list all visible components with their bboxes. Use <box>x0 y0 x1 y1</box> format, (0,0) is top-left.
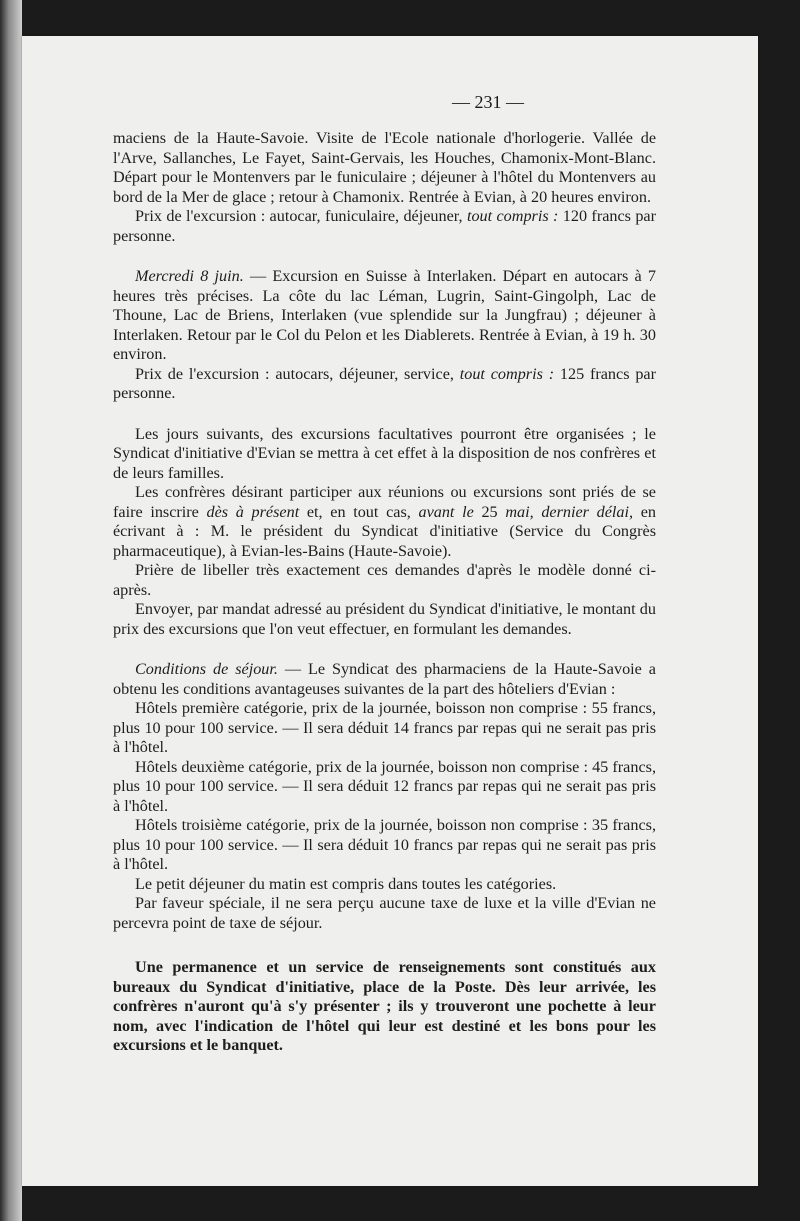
paragraph-tax: Par faveur spéciale, il ne sera perçu aucune taxe de luxe et la ville d'Evian ne percevra point de taxe de séjour. <box>113 894 656 932</box>
paragraph-hotel-first-class: Hôtels première catégorie, prix de la journée, boisson non comprise : 55 francs, plus 10 pour 100 service. — Il sera déduit 14 francs par repas qui ne serait pas pris à l'hôtel. <box>113 699 656 756</box>
document-page <box>22 36 758 1186</box>
paragraph-hotel-second-class: Hôtels deuxième catégorie, prix de la journée, boisson non comprise : 45 francs, plus 10 pour 100 service. — Il sera déduit 12 francs par repas qui ne serait pas pris à l'hôtel. <box>113 757 656 815</box>
page-number: — 231 — <box>452 92 524 112</box>
paragraph-stay-conditions: Conditions de séjour. — Le Syndicat des pharmaciens de la Haute-Savoie a obtenu les conditions avantageuses suivantes de la part des hôteliers d'Evian : <box>113 660 656 698</box>
paragraph-registration: Les confrères désirant participer aux réunions ou excursions sont priés de se faire inscrire dès à présent et, en tout cas, avant le 25 mai, dernier délai, en écrivant à : M. le président du Syndicat d'initiative (Service du Congrès pharmaceutique), à Evian-les-Bains (Haute-Savoie). <box>113 483 657 560</box>
paragraph-format-request: Prière de libeller très exactement ces demandes d'après le modèle donné ci-après. <box>113 561 656 599</box>
paragraph-following-days: Les jours suivants, des excursions facultatives pourront être organisées ; le Syndicat d'initiative d'Evian se mettra à cet effet à la disposition de nos confrères et de leurs familles. <box>113 424 656 482</box>
paragraph-hotel-third-class: Hôtels troisième catégorie, prix de la journée, boisson non comprise : 35 francs, plus 10 pour 100 service. — Il sera déduit 10 francs par repas qui ne serait pas pris à l'hôtel. <box>113 816 656 873</box>
paragraph-breakfast: Le petit déjeuner du matin est compris dans toutes les catégories. <box>135 874 557 893</box>
paragraph-price-2: Prix de l'excursion : autocars, déjeuner, service, tout compris : 125 francs par personne. <box>113 364 656 402</box>
paragraph-chamonix-excursion: maciens de la Haute-Savoie. Visite de l'Ecole nationale d'horlogerie. Vallée de l'Arve, Sallanches, Le Fayet, Saint-Gervais, les Houches, Chamonix-Mont-Blanc. Départ pour le Montenvers par le funiculaire ; déjeuner à l'hôtel du Montenvers au bord de la Mer de glace ; retour à Chamonix. Rentrée à Evian, à 20 heures environ. <box>113 129 656 206</box>
body-text <box>113 129 656 1056</box>
paragraph-price-1: Prix de l'excursion : autocar, funiculaire, déjeuner, tout compris : 120 francs par personne. <box>113 207 657 245</box>
paragraph-interlaken-excursion: Mercredi 8 juin. — Excursion en Suisse à Interlaken. Départ en autocars à 7 heures très précises. La côte du lac Léman, Lugrin, Saint-Gingolph, Lac de Thoune, Lac de Briens, Interlaken (vue splendide sur la Jungfrau) ; déjeuner à Interlaken. Retour par le Col du Pelon et les Diablerets. Rentrée à Evian, à 19 h. 30 environ. <box>113 267 656 363</box>
paragraph-payment: Envoyer, par mandat adressé au président du Syndicat d'initiative, le montant du prix des excursions que l'on veut effectuer, en formulant les demandes. <box>113 600 656 638</box>
paragraph-information-service: Une permanence et un service de renseignements sont constitués aux bureaux du Syndicat d'initiative, place de la Poste. Dès leur arrivée, les confrères n'auront qu'à s'y présenter ; ils y trouveront une pochette à leur nom, avec l'indication de l'hôtel qui leur est destiné et les bons pour les excursions et le banquet. <box>113 958 656 1054</box>
scan-edge <box>0 0 22 1221</box>
